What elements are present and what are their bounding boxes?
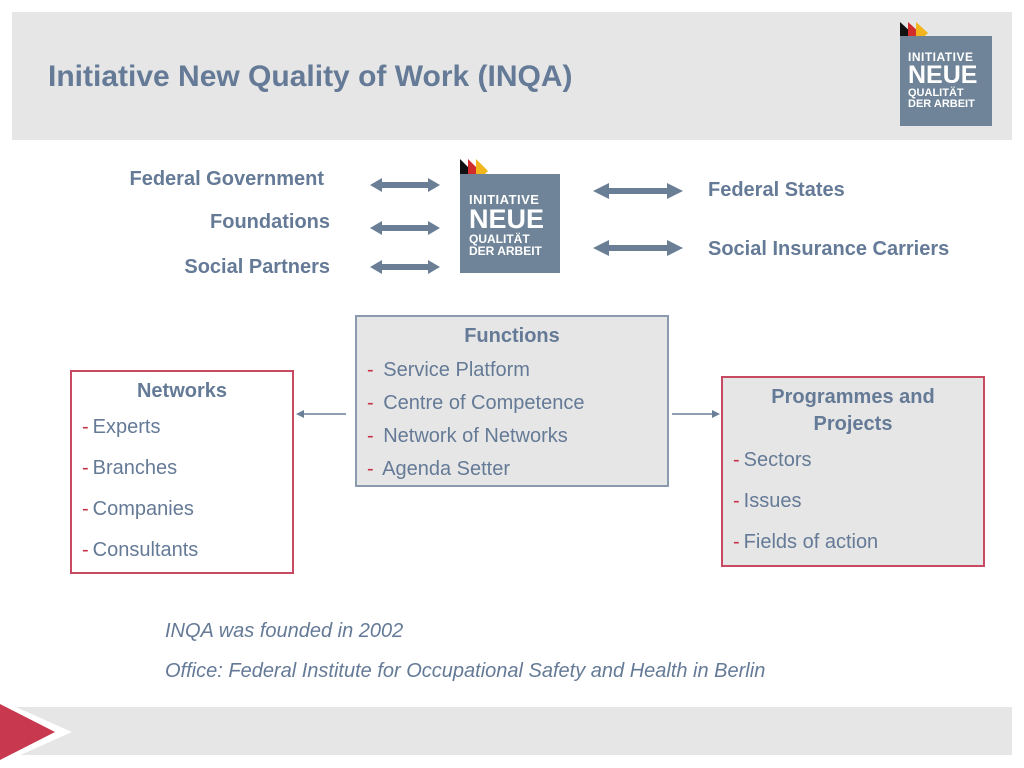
logo-text-der-arbeit: DER ARBEIT: [469, 244, 542, 259]
partner-social-insurance-carriers: Social Insurance Carriers: [708, 238, 950, 260]
logo-text-der-arbeit: DER ARBEIT: [908, 98, 975, 111]
partner-social-partners: Social Partners: [184, 256, 330, 278]
programmes-box: [721, 376, 985, 567]
partner-federal-states: Federal States: [708, 179, 845, 201]
programmes-item: - Sectors: [733, 449, 812, 471]
functions-item: - Network of Networks: [367, 425, 568, 447]
double-arrow-social-insurance: [593, 240, 683, 256]
networks-item: - Consultants: [82, 539, 199, 561]
double-arrow-social-partners: [370, 260, 440, 274]
functions-heading: Functions: [464, 325, 560, 347]
programmes-item: - Issues: [733, 490, 802, 512]
footer-band: [12, 707, 1012, 755]
functions-item: - Agenda Setter: [367, 458, 510, 480]
networks-heading: Networks: [136, 380, 228, 402]
networks-item: - Branches: [82, 457, 178, 479]
logo-text-initiative: INITIATIVE: [908, 50, 974, 64]
logo-text-neue: NEUE: [469, 204, 545, 234]
double-arrow-foundations: [370, 221, 440, 235]
note-founded: INQA was founded in 2002: [165, 620, 404, 642]
arrow-to-networks: [296, 410, 346, 418]
footer-triangle-icon: [0, 700, 80, 764]
logo-text-initiative: INITIATIVE: [469, 192, 540, 207]
functions-item: - Centre of Competence: [367, 392, 585, 414]
networks-box: [70, 370, 294, 574]
partner-foundations: Foundations: [210, 211, 330, 233]
logo-text-qualitaet: QUALITÄT: [908, 86, 964, 99]
logo-text-qualitaet: QUALITÄT: [469, 231, 530, 246]
programmes-item: - Fields of action: [733, 531, 879, 553]
networks-item: - Companies: [82, 498, 194, 520]
slide-title: Initiative New Quality of Work (INQA): [48, 60, 573, 93]
partner-federal-government: Federal Government: [129, 168, 324, 190]
logo-text-neue: NEUE: [908, 61, 978, 89]
double-arrow-federal-government: [370, 178, 440, 192]
networks-item: - Experts: [82, 416, 161, 438]
functions-item: - Service Platform: [367, 359, 530, 381]
functions-box: [355, 315, 669, 487]
arrow-to-programmes: [672, 410, 720, 418]
note-office: Office: Federal Institute for Occupational Safety and Health in Berlin: [165, 660, 766, 682]
programmes-heading: Programmes and Projects: [771, 386, 935, 435]
double-arrow-federal-states: [593, 183, 683, 199]
